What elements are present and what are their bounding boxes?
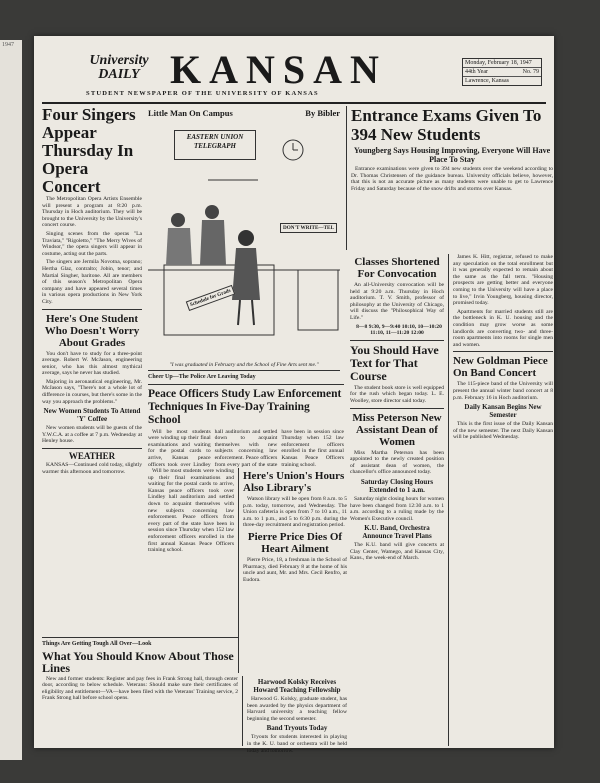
convocation-body: An all-University convocation will be held at 9:20 a.m. Thursday in Hoch auditorium. T. V. Smith, professor of philosophy at the University of Chicago, will discuss the "Philosophical Way of Life."	[350, 282, 444, 321]
housing-body-2: Apartments for married students still are the bottleneck in K. U. housing and the condition may grow worse as some landlords are converting two- and three-room apartments into rooms for single men and women.	[453, 308, 553, 348]
previous-page-year: 1947	[2, 42, 14, 48]
exams-subheadline: Youngberg Says Housing Improving, Everyone Will Have Place To Stay	[353, 146, 551, 164]
goldman-body: The 115-piece band of the University will present the annual winter band concert at 8 p.m. February 16 in Hoch auditorium.	[453, 381, 553, 401]
masthead-daily: DAILY	[98, 67, 140, 82]
convocation-schedule: 8—8 9:30, 9—9:40 10:10, 10—10:20 11:10, 11—11:20 12:00	[356, 323, 442, 337]
goldman-headline: New Goldman Piece On Band Concert	[453, 355, 548, 380]
band-tryouts-body: Tryouts for students interested in playing in the K. U. band or orchestra will be held today and tomorrow.	[247, 734, 347, 754]
masthead-volume	[463, 68, 541, 77]
police-headline: Peace Officers Study Law Enforcement Techniques In Five-Day Training School	[148, 387, 342, 426]
grades-headline: Here's One Student Who Doesn't Worry About Grades	[44, 312, 140, 349]
housing-body-1: James K. Hitt, registrar, refused to make any speculation on the total enrollment but it was generally expected to remain about the same as the fall term. "Housing prospects are getting better and everyone coming to the University will have a place to live," Irvin Youngberg, housing director, promised today.	[453, 254, 553, 307]
masthead-date: Monday, February 18, 1947	[463, 59, 541, 68]
kansan-semester-headline: Daily Kansan Begins New Semester	[464, 403, 542, 420]
masthead-year: 44th Year	[465, 69, 489, 75]
price-headline: Pierre Price Dies Of Heart Ailment	[247, 530, 343, 555]
police-kicker: Cheer Up—The Police Are Leaving Today	[148, 374, 256, 380]
police-body-cont: Will be most students were winding up their final examinations and waiting for the postal cards to arrive, Kansas peace officers took over Lindley hall auditorium and settled down to acquaint themselves with new subjects concerning law enforcement. Peace officers from every part of the state have been in session since Thursday when 152 law enforcement officers enrolled in the first annual Kansas Peace Officers training school.	[148, 468, 234, 554]
lines-headline: What You Should Know About Those Lines	[42, 648, 234, 675]
divider	[350, 408, 444, 409]
previous-page-edge	[0, 40, 22, 760]
police-body: Will be most students were winding up their final examinations and waiting for the postal cards to arrive, Kansas peace officers took over Lindley hall auditorium and settled down to acquaint themselves with new subjects concerning law enforcement. Peace officers from every part of the state have been in session since Thursday when 152 law enforcement officers enrolled in the first annual Kansas Peace Officers training school.	[148, 428, 344, 468]
opera-body-3: The singers are Jermila Novotna, soprano; Hertha Glaz, contralto; Jobin, tenor; and Martial Singher, baritone. All are members of this season's Metropolitan Opera company and have appeared several times in various opera productions in New York City.	[42, 259, 142, 305]
police-body-columns	[148, 429, 344, 469]
divider	[148, 384, 344, 385]
opera-body-1: The Metropolitan Opera Artists Ensemble will present a program at 8:20 p.m. Thursday in Hoch auditorium. They will be brought to the University by the University's concert course.	[42, 196, 142, 229]
closing-hours-headline: Saturday Closing Hours Extended to 1 a.m.	[360, 477, 434, 494]
masthead-subtitle: STUDENT NEWSPAPER OF THE UNIVERSITY OF KANSAS	[86, 90, 319, 97]
police-story	[148, 374, 344, 468]
newspaper-page	[34, 36, 554, 754]
band-travel-headline: K.U. Band, Orchestra Announce Travel Plans	[362, 524, 432, 541]
grades-body-2: Majoring in aeronautical engineering, Mr. McJason says, "There's not a whole lot of difference in courses, but there's some in the way you approach the problems."	[42, 378, 142, 405]
exams-headline: Entrance Exams Given To 394 New Students	[351, 106, 542, 144]
peterson-headline: Miss Peterson New Assistant Dean of Women	[352, 411, 442, 448]
masthead-university: University	[89, 53, 149, 68]
police-continued	[148, 468, 234, 638]
opera-body-2: Singing scenes from the operas "La Traviata," "Rigoletto," "The Merry Wives of Windsor," the opera singers will appear in costume, acting out the parts.	[42, 230, 142, 257]
union-headline: Here's Union's Hours Also Library's	[243, 470, 345, 494]
textbook-body: The student book store is well equipped for the rush which began today. L. E. Woolley, store director said today.	[350, 384, 444, 404]
peterson-body: Miss Martha Peterson has been appointed to the newly created position of assistant dean of women, the chancellor's office announced today.	[350, 449, 444, 476]
divider	[42, 448, 142, 449]
coffee-body: New women students will be guests of the Y.W.C.A. at a coffee at 7 p.m. Wednesday at Henley house.	[42, 425, 142, 445]
grades-body-1: You don't have to study for a three-point average. Robert W. McJason, engineering senior, who has this almost mythical average, says he never has studied.	[42, 350, 142, 377]
masthead-place: Lawrence, Kansas	[465, 78, 509, 84]
divider	[453, 351, 553, 352]
closing-hours-body: Saturday night closing hours for women have been changed from 12:30 a.m. to 1 a.m. according to a ruling made by the Women's Executive council.	[350, 495, 444, 522]
column-middle-right	[350, 254, 444, 746]
column-far-right	[448, 254, 553, 746]
convocation-headline: Classes Shortened For Convocation	[354, 256, 440, 280]
exams-story	[346, 106, 553, 250]
weather-body: KANSAS—Continued cold today, slightly warmer this afternoon and tomorrow.	[42, 462, 142, 475]
cartoon-byline: By Bibler	[305, 108, 340, 118]
price-body: Pierre Price, 18, a freshman in the School of Pharmacy, died February 8 at the home of his uncle and aunt, Mr. and Mrs. Cecil Renfro, at Eudora.	[243, 556, 347, 583]
lines-body: New and former students: Register and pay fees in Frank Strong hall, through center door, according to below schedule. Veterans: Should make sure their certificates of eligibility and entitlement—VA—have been filed with the Veterans' Training service, 2 Frank Strong hall before school opens.	[42, 675, 238, 702]
kolsky-story	[242, 676, 347, 754]
weather-title: WEATHER	[68, 451, 116, 462]
cartoon-panel	[148, 108, 340, 371]
textbook-headline: You Should Have Text for That Course	[350, 342, 439, 383]
cartoon-caption: "I was graduated in February and the School of Fine Arts sent me."	[169, 362, 319, 368]
divider	[42, 309, 142, 310]
telegraph-sign: EASTERN UNION TELEGRAPH	[174, 130, 256, 160]
cartoon-title: Little Man On Campus	[148, 108, 233, 118]
lines-story	[42, 634, 238, 746]
masthead	[42, 46, 546, 104]
exams-body: Entrance examinations were given to 394 new students over the weekend according to Dr. Thomas Christensen of the guidance bureau. University officials believe, however, that this is not an accurate picture as many students were unable to get to Lawrence Friday and Saturday because of the snow drifts and storms over Kansas.	[351, 166, 553, 192]
opera-headline: Four Singers Appear Thursday In Opera Concert	[42, 105, 136, 196]
kansan-semester-body: This is the first issue of the Daily Kansan of the new semester. The next Daily Kansan will be published Wednesday.	[453, 421, 553, 441]
union-story	[238, 468, 347, 673]
kolsky-headline: Harwood Kolsky Receives Howard Teaching Fellowship	[253, 678, 341, 694]
band-travel-body: The K.U. band will give concerts at Clay Center, Wamego, and Kansas City, Kans., the week-end of March.	[350, 542, 444, 562]
lines-kicker: Things Are Getting Tough All Over—Look	[42, 641, 152, 647]
masthead-number: No. 79	[522, 69, 539, 75]
schedule-sign: Schedule for Grads	[186, 285, 235, 311]
union-body: Watson library will be open from 8 a.m. to 5 p.m. today, tomorrow, and Wednesday. The Union cafeteria is open from 7 to 10 a.m., 11 a.m. to 1 p.m., and 5 to 6:30 p.m. during the three-day recruitment and registration period.	[243, 496, 347, 529]
masthead-name: KANSAN	[170, 47, 387, 92]
kolsky-body: Harwood G. Kolsky, graduate student, has been awarded by the physics department of Harvard university a teaching fellow beginning the second semester.	[247, 696, 347, 722]
divider	[42, 637, 238, 638]
dont-write-sign: DON'T WRITE—TEL	[280, 223, 337, 233]
band-tryouts-headline: Band Tryouts Today	[266, 724, 328, 733]
divider	[350, 340, 444, 341]
coffee-headline: New Women Students To Attend 'Y' Coffee	[43, 407, 141, 424]
masthead-info-box	[462, 58, 542, 86]
